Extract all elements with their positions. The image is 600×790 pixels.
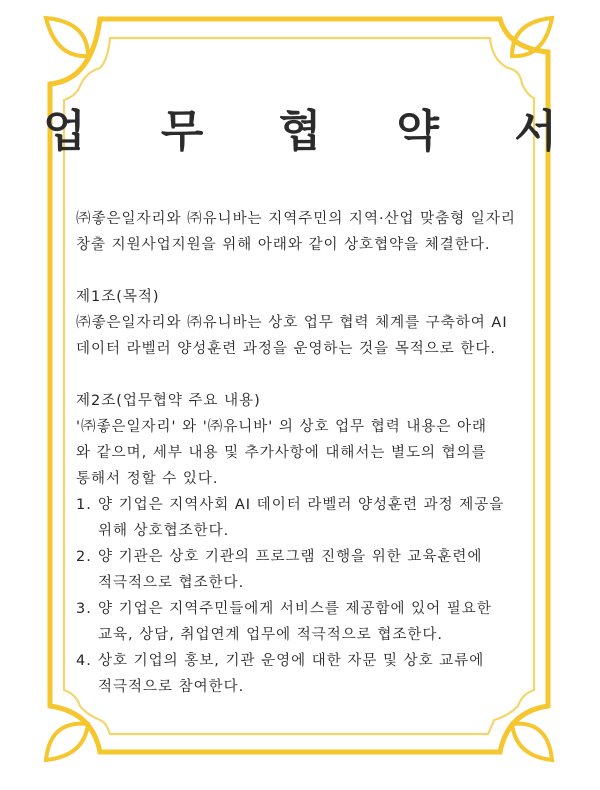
item-number: 1. bbox=[76, 497, 92, 513]
item-line: 양 기업은 지역사회 AI 데이터 라벨러 양성훈련 과정 제공을 bbox=[98, 497, 505, 513]
article1-line: 데이터 라벨러 양성훈련 과정을 운영하는 것을 목적으로 한다. bbox=[76, 341, 497, 357]
item-line: 양 기업은 지역주민들에게 서비스를 제공함에 있어 필요한 bbox=[98, 601, 492, 617]
item-number: 4. bbox=[76, 653, 92, 669]
spacer bbox=[76, 258, 546, 284]
list-item bbox=[76, 544, 546, 596]
item-number: 3. bbox=[76, 601, 92, 617]
article2-items bbox=[76, 492, 546, 700]
list-item bbox=[76, 648, 546, 700]
document-title: 업 무 협 약 서 bbox=[43, 106, 587, 157]
item-number: 2. bbox=[76, 549, 92, 565]
corner-leaf-icon bbox=[46, 18, 88, 56]
item-line: 교육, 상담, 취업연계 업무에 적극적으로 협조한다. bbox=[98, 627, 444, 643]
article2-heading: 제2조(업무협약 주요 내용) bbox=[76, 393, 261, 409]
item-line: 적극적으로 참여한다. bbox=[98, 679, 245, 695]
item-line: 위해 상호협조한다. bbox=[98, 523, 230, 539]
article2-line: '㈜좋은일자리' 와 '㈜유니바' 의 상호 업무 협력 내용은 아래 bbox=[76, 419, 487, 435]
intro-line: 창출 지원사업지원을 위해 아래와 같이 상호협약을 체결한다. bbox=[76, 237, 491, 253]
article1-line: ㈜좋은일자리와 ㈜유니바는 상호 업무 협력 체계를 구축하여 AI bbox=[76, 315, 508, 331]
intro-line: ㈜좋은일자리와 ㈜유니바는 지역주민의 지역·산업 맞춤형 일자리 bbox=[76, 211, 516, 227]
spacer bbox=[76, 362, 546, 388]
item-line: 양 기관은 상호 기관의 프로그램 진행을 위한 교육훈련에 bbox=[98, 549, 483, 565]
article1-heading: 제1조(목적) bbox=[76, 289, 160, 305]
item-line: 적극적으로 협조한다. bbox=[98, 575, 245, 591]
document-body bbox=[76, 206, 546, 700]
item-line: 상호 기업의 홍보, 기관 운영에 대한 자문 및 상호 교류에 bbox=[98, 653, 485, 669]
article2-line: 통해서 정할 수 있다. bbox=[76, 471, 219, 487]
article2-line: 와 같으며, 세부 내용 및 추가사항에 대해서는 별도의 협의를 bbox=[76, 445, 487, 461]
list-item bbox=[76, 596, 546, 648]
list-item bbox=[76, 492, 546, 544]
